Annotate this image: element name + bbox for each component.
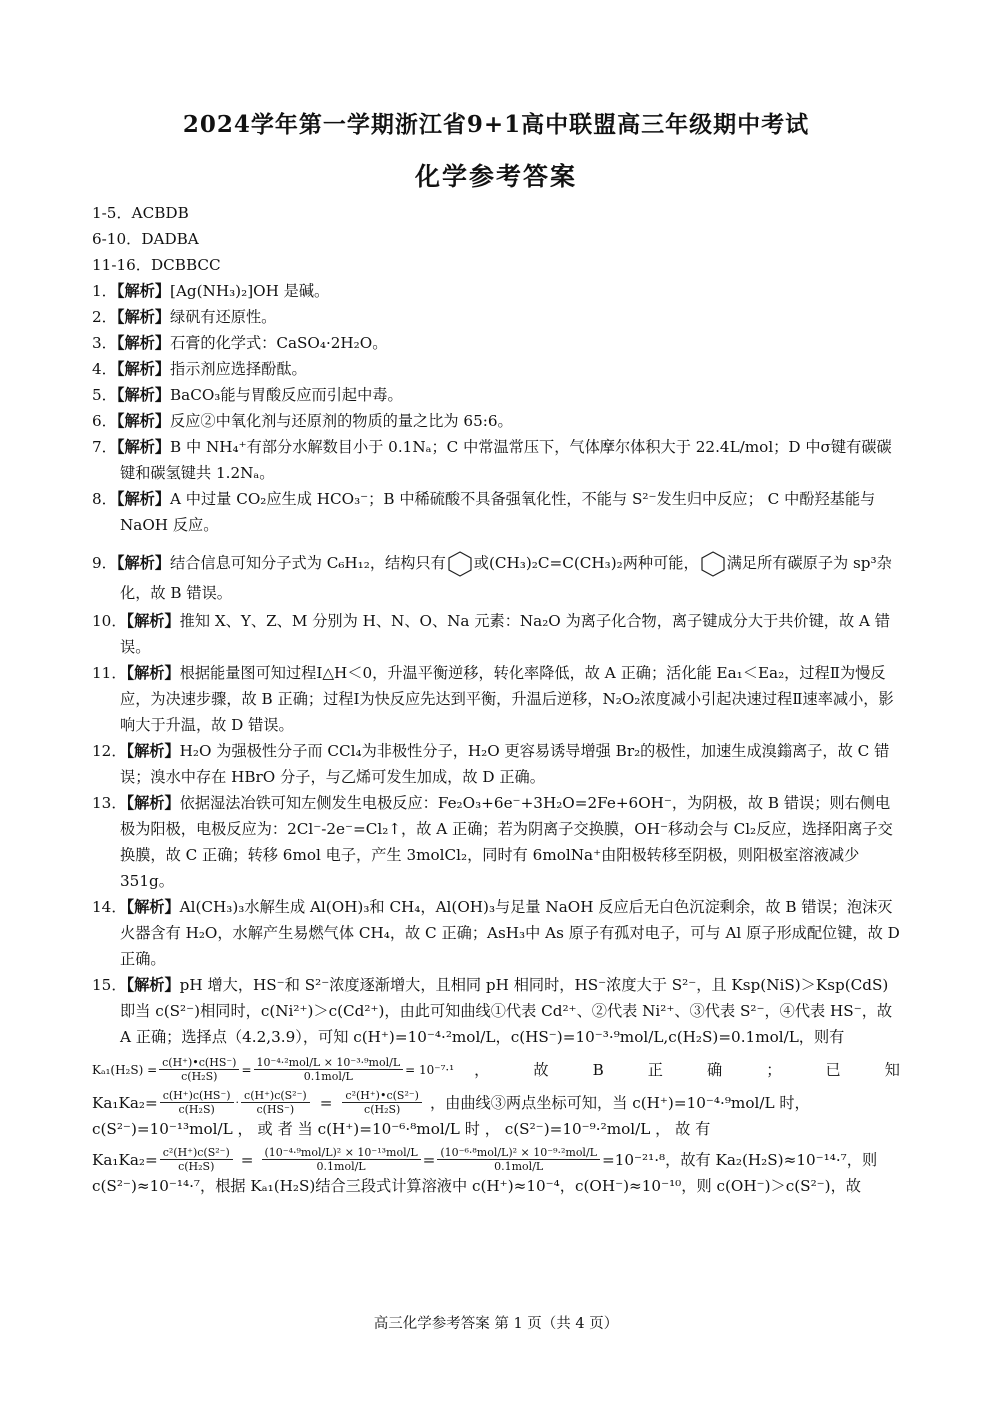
fraction: $\frac{\text{(10⁻⁶·⁸mol/L)² × 10⁻⁹·²mol/L}}{\text{0.1mol/L}}$ <box>437 1146 600 1173</box>
answer-row: 6-10．DADBA <box>92 230 199 248</box>
formula-ka1: Kₐ₁(H₂S) = $\frac{c(H^+)•c(HS^-)}{\text{c(H₂S)}}$ = $\frac{\text{10⁻⁴·²mol/L × 10⁻³·⁹mol/L}}{\text{0.1mol/L}}$ = 10⁻⁷·¹ ， 故 B 正 确 ； 已 知 <box>92 1056 900 1083</box>
analysis-item: 2．【解析】绿矾有还原性。 <box>92 308 277 326</box>
analysis-item: 1．【解析】[Ag(NH₃)₂]OH 是碱。 <box>92 282 330 300</box>
formula-ka1ka2: Ka₁Ka₂= $\frac{c(H^+)c(HS^-)}{\text{c(H₂S)}}$ · $\frac{\text{c(H⁺)c(S²⁻)}}{c(HS^-)}$ = $\frac{\text{c²(H⁺)•c(S²⁻)}}{\text{c(H₂S)}}$ ，由曲线③两点坐标可知，当 c(H⁺)=10⁻⁴·⁹mol/L 时， <box>92 1089 810 1116</box>
analysis-item: 12．【解析】H₂O 为强极性分子而 CCl₄为非极性分子，H₂O 更容易诱导增强 Br₂的极性，加速生成溴鎓离子，故 C 错误；溴水中存在 HBrO 分子，与乙烯可发生加成，故 D 正确。 <box>92 742 890 786</box>
analysis-item: 8．【解析】A 中过量 CO₂应生成 HCO₃⁻；B 中稀硫酸不具备强氧化性，不能与 S²⁻发生归中反应； C 中酚羟基能与 NaOH 反应。 <box>92 490 876 534</box>
formula-ka1ka2-calc: Ka₁Ka₂= $\frac{\text{c²(H⁺)c(S²⁻)}}{\text{c(H₂S)}}$ = $\frac{\text{(10⁻⁴·⁹mol/L)² × 10⁻¹³mol/L}}{\text{0.1mol/L}}$ = $\frac{\text{(10⁻⁶·⁸mol/L)² × 10⁻⁹·²mol/L}}{\text{0.1mol/L}}$ =10⁻²¹·⁸，故有 Ka₂(H₂S)≈10⁻¹⁴·⁷，则 <box>92 1146 878 1173</box>
fraction: $\frac{\text{c²(H⁺)•c(S²⁻)}}{\text{c(H₂S)}}$ <box>342 1089 422 1116</box>
page-footer: 高三化学参考答案 第 1 页（共 4 页） <box>373 1316 619 1332</box>
answer-row: 11-16．DCBBCC <box>92 256 221 274</box>
fraction: $\frac{\text{(10⁻⁴·⁹mol/L)² × 10⁻¹³mol/L}}{\text{0.1mol/L}}$ <box>262 1146 421 1173</box>
page-title: 化学参考答案 <box>414 162 577 191</box>
fraction: $\frac{c(H^+)•c(HS^-)}{\text{c(H₂S)}}$ <box>159 1056 239 1083</box>
analysis-item: 7．【解析】B 中 NH₄⁺有部分水解数目小于 0.1Nₐ；C 中常温常压下，气体摩尔体积大于 22.4L/mol；D 中σ键有碳碳键和碳氢键共 1.2Nₐ。 <box>92 438 892 482</box>
cyclohexane-icon <box>699 550 727 578</box>
exam-title: 2024学年第一学期浙江省9+1高中联盟高三年级期中考试 <box>182 111 810 138</box>
analysis-item: 13．【解析】依据湿法冶铁可知左侧发生电极反应：Fe₂O₃+6e⁻+3H₂O=2Fe+6OH⁻，为阴极，故 B 错误；则右侧电极为阳极，电极反应为：2Cl⁻-2e⁻=Cl₂↑，故 A 正确；若为阴离子交换膜，OH⁻移动会与 Cl₂反应，选择阳离子交换膜，故 C 正确；转移 6mol 电子，产生 3molCl₂，同时有 6molNa⁺由阳极转移至阴极，则阳极室溶液减少 351g。 <box>92 794 893 890</box>
analysis-item: 14．【解析】Al(CH₃)₃水解生成 Al(OH)₃和 CH₄，Al(OH)₃与足量 NaOH 反应后无白色沉淀剩余，故 B 错误；泡沫灭火器含有 H₂O，水解产生易燃气体 CH₄，故 C 正确；AsH₃中 As 原子有孤对电子，可与 Al 原子形成配位键，故 D 正确。 <box>92 898 900 968</box>
answer-content <box>92 200 900 1199</box>
analysis-item: 10．【解析】推知 X、Y、Z、M 分别为 H、N、O、Na 元素：Na₂O 为离子化合物，离子键成分大于共价键，故 A 错误。 <box>92 612 890 656</box>
analysis-item: 3．【解析】石膏的化学式：CaSO₄·2H₂O。 <box>92 334 388 352</box>
fraction: $\frac{\text{c(H⁺)c(S²⁻)}}{c(HS^-)}$ <box>241 1089 310 1116</box>
analysis-item: 5．【解析】BaCO₃能与胃酸反应而引起中毒。 <box>92 386 403 404</box>
analysis-item: 11．【解析】根据能量图可知过程Ⅰ△H＜0，升温平衡逆移，转化率降低，故 A 正确；活化能 Ea₁＜Ea₂，过程Ⅱ为慢反应，为决速步骤，故 B 正确；过程Ⅰ为快反应先达到平衡，升温后逆移，N₂O₂浓度减小引起决速过程Ⅱ速率减小，影响大于升温，故 D 错误。 <box>92 664 894 734</box>
answer-row: 1-5．ACBDB <box>92 204 189 222</box>
text-line: c(S²⁻)≈10⁻¹⁴·⁷，根据 Kₐ₁(H₂S)结合三段式计算溶液中 c(H⁺)≈10⁻⁴，c(OH⁻)≈10⁻¹⁰，则 c(OH⁻)＞c(S²⁻)，故 <box>92 1177 861 1195</box>
text-line: c(S²⁻)=10⁻¹³mol/L ， 或 者 当 c(H⁺)=10⁻⁶·⁸mol/L 时 ， c(S²⁻)=10⁻⁹·²mol/L ， 故 有 <box>92 1120 711 1138</box>
analysis-item: 4．【解析】指示剂应选择酚酞。 <box>92 360 307 378</box>
cyclohexane-icon <box>446 550 474 578</box>
analysis-item: 9．【解析】结合信息可知分子式为 C₆H₁₂，结构只有 或(CH₃)₂C=C(CH₃)₂两种可能， 满足所有碳原子为 sp³杂化，故 B 错误。 <box>92 548 900 608</box>
fraction: $\frac{c(H^+)c(HS^-)}{\text{c(H₂S)}}$ <box>160 1089 234 1116</box>
analysis-item: 15．【解析】pH 增大，HS⁻和 S²⁻浓度逐渐增大，且相同 pH 相同时，HS⁻浓度大于 S²⁻，且 Ksp(NiS)＞Ksp(CdS)即当 c(S²⁻)相同时，c(Ni²⁺)＞c(Cd²⁺)，由此可知曲线①代表 Cd²⁺、②代表 Ni²⁺、③代表 S²⁻，④代表 HS⁻，故 A 正确；选择点（4.2,3.9），可知 c(H⁺)=10⁻⁴·²mol/L，c(HS⁻)=10⁻³·⁹mol/L,c(H₂S)=0.1mol/L，则有 <box>92 976 893 1046</box>
fraction: $\frac{\text{10⁻⁴·²mol/L × 10⁻³·⁹mol/L}}{\text{0.1mol/L}}$ <box>254 1056 404 1083</box>
fraction: $\frac{\text{c²(H⁺)c(S²⁻)}}{\text{c(H₂S)}}$ <box>160 1146 233 1173</box>
analysis-item: 6．【解析】反应②中氧化剂与还原剂的物质的量之比为 65:6。 <box>92 412 513 430</box>
formula-tail: ， 故 B 正 确 ； 已 知 <box>474 1060 900 1079</box>
